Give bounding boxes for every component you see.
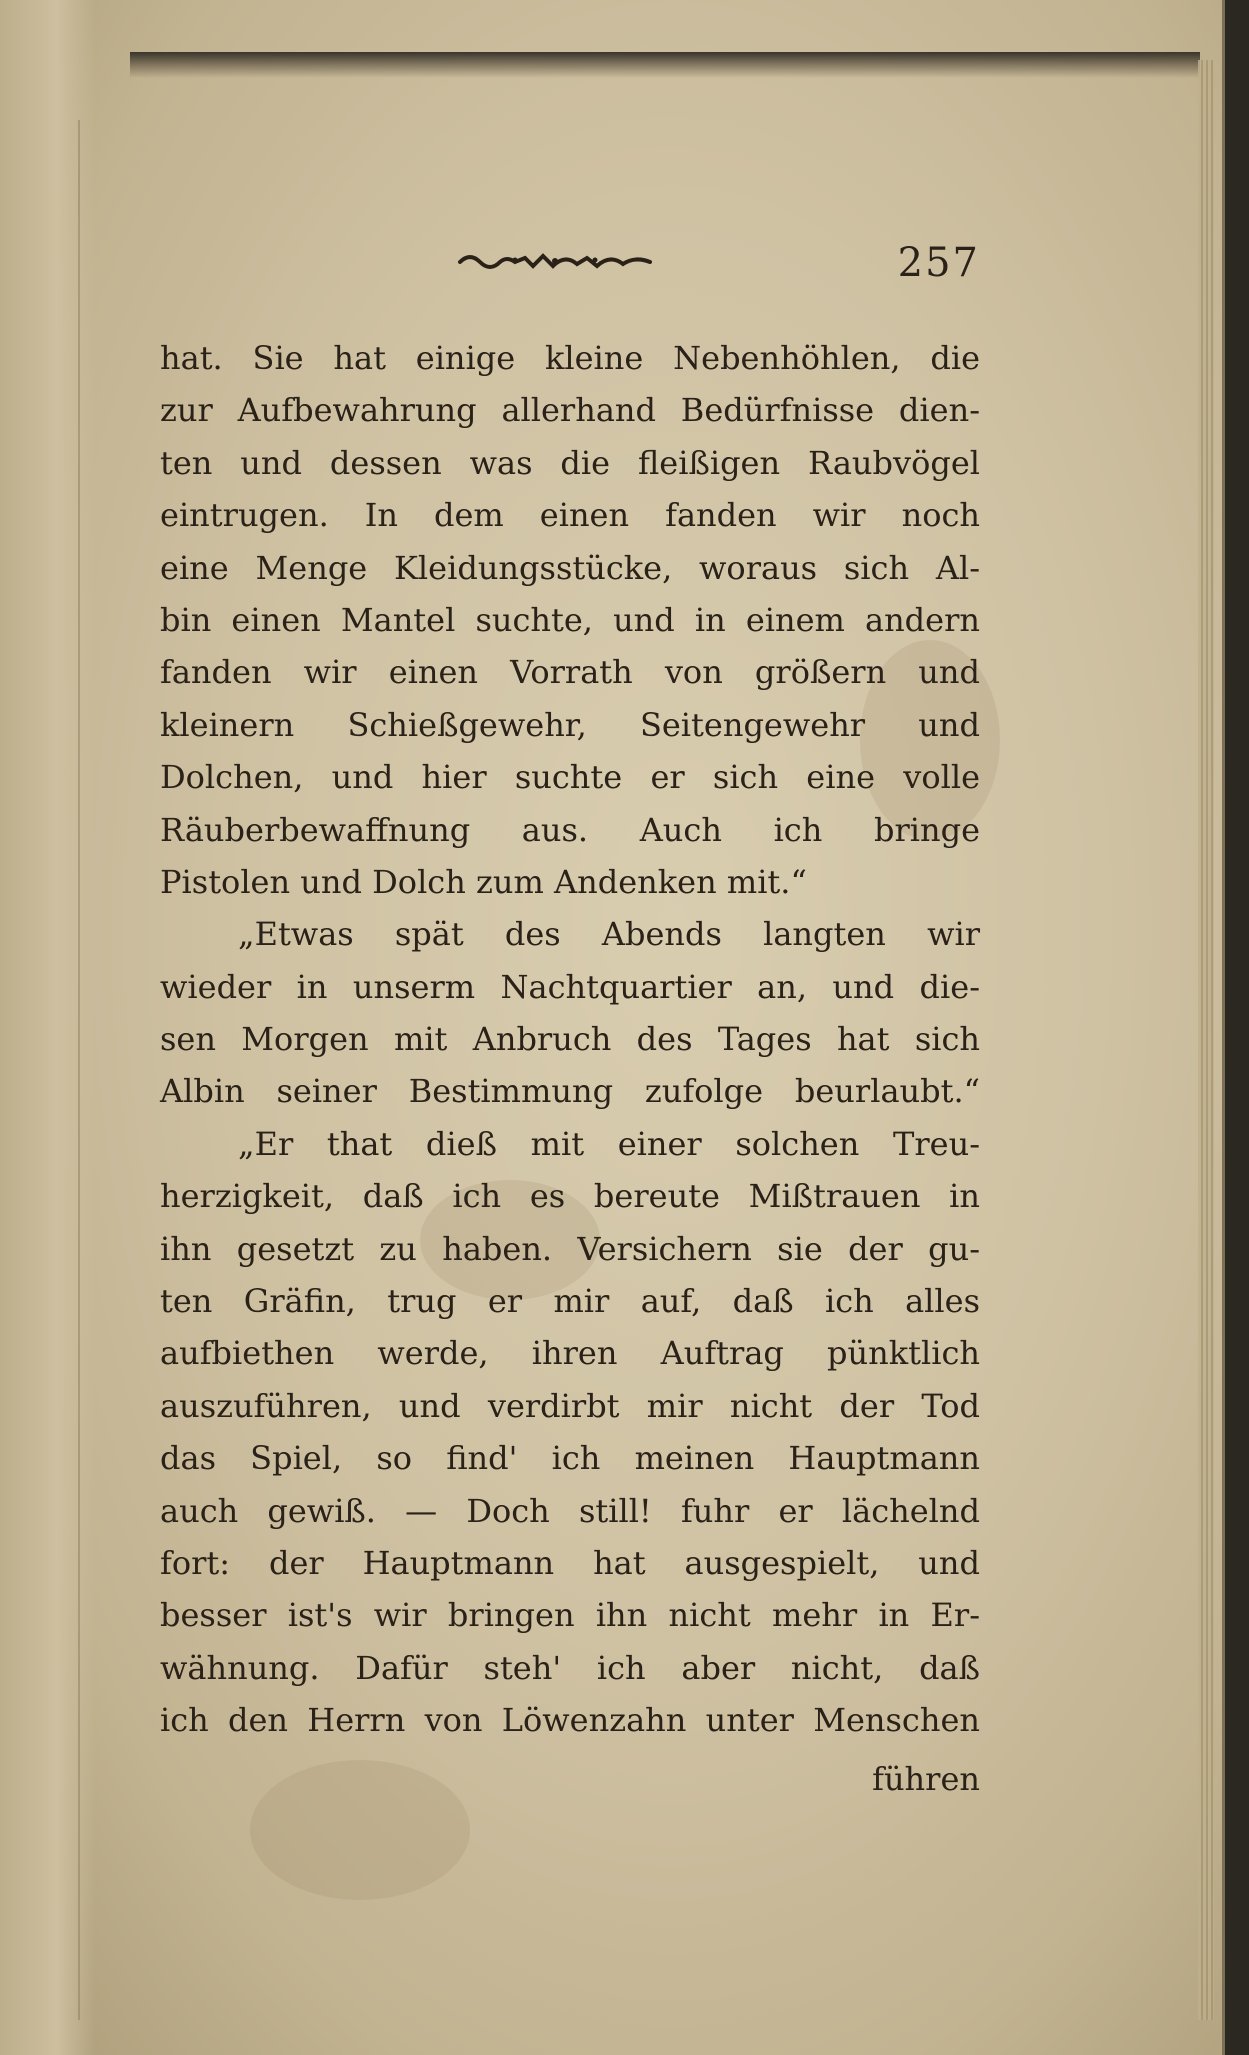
text-line: ich den Herrn von Löwenzahn unter Menschen	[160, 1701, 980, 1740]
top-edge-shadow	[130, 52, 1200, 78]
text-line: ihn gesetzt zu haben. Versichern sie der gu-	[160, 1229, 980, 1268]
header-ornament	[455, 248, 655, 274]
text-line: Räuberbewaffnung aus. Auch ich bringe	[160, 810, 980, 849]
text-line: auch gewiß. — Doch still! fuhr er lächelnd	[160, 1491, 980, 1530]
text-line: hat. Sie hat einige kleine Nebenhöhlen, die	[160, 339, 980, 377]
text-line: aufbiethen werde, ihren Auftrag pünktlich	[160, 1334, 980, 1373]
text-line: auszuführen, und verdirbt mir nicht der Tod	[160, 1386, 980, 1425]
text-line: „Er that dieß mit einer solchen Treu-	[238, 1124, 980, 1163]
text-line: Dolchen, und hier suchte er sich eine volle	[160, 758, 980, 797]
text-line: Pistolen und Dolch zum Andenken mit.“	[160, 862, 807, 901]
text-line: ten und dessen was die fleißigen Raubvögel	[160, 443, 980, 482]
text-line: besser ist's wir bringen ihn nicht mehr in Er-	[160, 1596, 980, 1635]
page-number: 257	[897, 240, 980, 286]
page-gutter	[0, 0, 95, 2055]
body-text	[160, 332, 980, 1747]
catchword: führen	[872, 1760, 980, 1798]
text-line: wieder in unserm Nachtquartier an, und die-	[160, 967, 980, 1006]
text-line: sen Morgen mit Anbruch des Tages hat sich	[160, 1020, 980, 1059]
text-line: eine Menge Kleidungsstücke, woraus sich Al-	[160, 548, 980, 587]
text-line: bin einen Mantel suchte, und in einem andern	[160, 600, 980, 639]
text-line: fort: der Hauptmann hat ausgespielt, und	[160, 1543, 980, 1582]
text-line: Albin seiner Bestimmung zufolge beurlaubt.“	[160, 1072, 980, 1111]
text-line: wähnung. Dafür steh' ich aber nicht, daß	[160, 1648, 980, 1687]
text-line: zur Aufbewahrung allerhand Bedürfnisse dien-	[160, 391, 980, 430]
text-line: eintrugen. In dem einen fanden wir noch	[160, 496, 980, 535]
text-line: „Etwas spät des Abends langten wir	[238, 915, 980, 954]
page-header	[160, 240, 980, 290]
text-line: fanden wir einen Vorrath von größern und	[160, 653, 980, 692]
text-line: ten Gräfin, trug er mir auf, daß ich alles	[160, 1282, 980, 1321]
text-line: herzigkeit, daß ich es bereute Mißtrauen in	[160, 1177, 980, 1216]
gutter-fold-line	[78, 120, 80, 2020]
catchword-row	[160, 1760, 980, 1820]
text-line: das Spiel, so find' ich meinen Hauptmann	[160, 1439, 980, 1478]
page-edge	[1198, 60, 1214, 2020]
text-line: kleinern Schießgewehr, Seitengewehr und	[160, 705, 980, 744]
